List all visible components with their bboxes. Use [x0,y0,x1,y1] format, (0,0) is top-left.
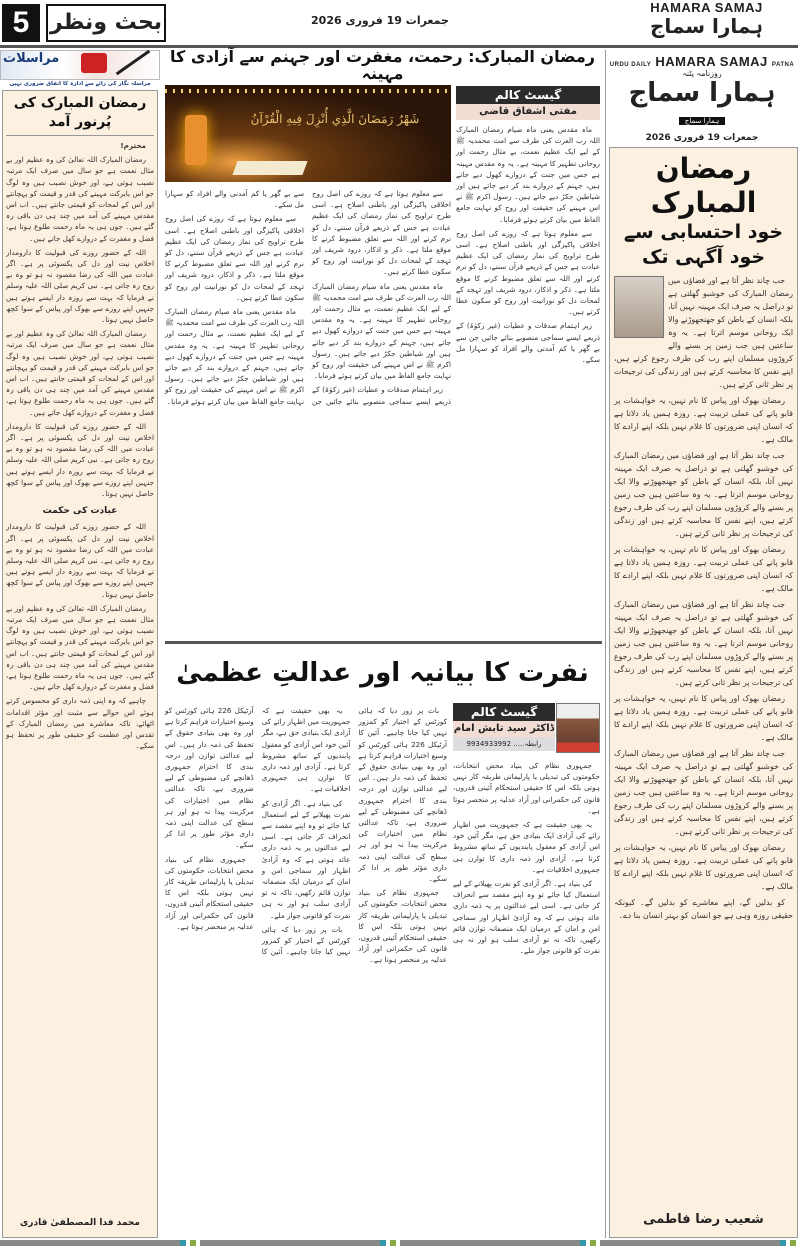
letters-subheading: عبادت کی حکمت [42,506,118,517]
guest-column-label: گیسٹ کالم [453,703,555,721]
paragraph: جب چاند نظر آتا ہے اور فضاؤں میں رمضان المبارک کی خوشبو گھلتی ہے تو دراصل یہ صرف ایک مہینہ نہیں آتا، بلکہ انسان کے باطن کو جھنجھوڑنے والا ایک روحانی موسم اترتا ہے۔ یہ وہ ساعتیں ہیں جب زمین پر بسنے والے کروڑوں مسلمان اپنے رب کی طرف رجوع کرتے ہیں، اپنے نفس کا محاسبہ کرتے ہیں اور زندگی کی ترجیحات پر نظر ثانی کرتے ہیں۔ [614,600,793,687]
lights-decoration [165,89,451,93]
paragraph: جب چاند نظر آتا ہے اور فضاؤں میں رمضان المبارک کی خوشبو گھلتی ہے تو دراصل یہ صرف ایک مہینہ نہیں آتا، بلکہ انسان کے باطن کو جھنجھوڑنے والا ایک روحانی موسم اترتا ہے۔ یہ وہ ساعتیں ہیں جب زمین پر بسنے والے کروڑوں مسلمان اپنے رب کی طرف رجوع کرتے ہیں، اپنے نفس کا محاسبہ کرتے ہیں اور زندگی کی ترجیحات پر نظر ثانی کرتے ہیں۔ [614,451,793,538]
right-article-body [614,274,793,925]
right-article [609,147,798,1238]
letters-banner-title: مراسلات [3,51,60,66]
article2-body [165,705,447,966]
paragraph: سے معلوم ہوتا ہے کہ روزے کی اصل روح اخلاقی پاکیزگی اور باطنی اصلاح ہے۔ اسی طرح تراویح کی نماز رمضان کی ایک عظیم عبادت ہے جس کے ذریعے قرآن سننے، دل کو نرم کرنے اور اللہ سے تعلق مضبوط کرنے کا موقع ملتا ہے۔ ذکر و اذکار، درود شریف اور تہجد کے لمحات دل کو نورانیت اور روح کو سکون عطا کرتے ہیں۔ [312,189,451,277]
author-contact: رابطہ..... 9934933992 [453,737,555,751]
masthead-sub: روزنامہ پٹنہ [682,69,722,78]
paragraph: یہ بھی حقیقت ہے کہ جمہوریت میں اظہار رائے کی آزادی ایک بنیادی حق ہے، مگر آئین خود اس آزادی کو معقول پابندیوں کے ساتھ مشروط کرتا ہے۔ آزادی اور ذمہ داری کا توازن ہی جمہوری اخلاقیات ہے۔ [453,820,600,874]
paragraph: زیر اہتمام صدقات و عطیات (غیر زکوٰۃ) کے ذریعے ایسے سماجی منصوبے بنائے جائیں جن سے بے گھر یا کم آمدنی والے افراد کو سہارا مل سکے۔ [165,189,451,406]
article1-body [165,188,451,408]
quran-book-icon [232,161,307,175]
paragraph: رمضان بھوک اور پیاس کا نام نہیں، یہ خواہشات پر قابو پانے کی عملی تربیت ہے۔ روزہ ہمیں یاد دلاتا ہے کہ انسان اپنی ضرورتوں کا غلام نہیں بلکہ اپنے ارادے کا مالک ہے۔ [614,545,793,593]
paragraph: رمضان بھوک اور پیاس کا نام نہیں، یہ خواہشات پر قابو پانے کی عملی تربیت ہے۔ روزہ ہمیں یاد دلاتا ہے کہ انسان اپنی ضرورتوں کا غلام نہیں بلکہ اپنے ارادے کا مالک ہے۔ [614,694,793,742]
article2-body-right [453,760,600,959]
section-title: بحث ونظر [46,4,166,42]
right-article-subtitle: خود احتسابی سے خود آگہی تک [623,221,784,268]
article1-author: مفتی اشفاق قاضی [456,104,600,120]
paragraph: کی بنیاد ہے۔ اگر آزادی کو نفرت پھیلانے کے لیے استعمال کیا جائے تو وہ اپنے مقصد سے انحراف کر جاتی ہے۔ اسی لیے عدالتوں پر یہ ذمہ داری عائد ہوتی ہے کہ وہ آزادیٔ اظہار اور سماجی امن و امان کے درمیان ایک منصفانہ توازن قائم رکھیں، تاکہ نہ تو آزادی سلب ہو اور نہ ہی نفرت کو قانونی جواز ملے۔ [453,879,600,956]
letters-body [6,140,154,502]
paragraph: ماہ مقدس یعنی ماہ صیام رمضان المبارک اللہ رب العزت کی طرف سے امت محمدیہ ﷺ کے لیے ایک عظیم نعمت، بے مثال رحمت اور روحانی تطہیر کا مہینہ ہے۔ یہ وہ مقدس مہینہ ہے جس میں جنت کے دروازے کھول دیے جاتے ہیں، جہنم کے دروازے بند کر دیے جاتے ہیں اور شیاطین جکڑ دیے جاتے ہیں۔ رسول اکرم ﷺ نے اس مہینے کی حقیقت اور روح کو نہایت جامع الفاظ میں بیان کرتے ہوئے فرمایا۔ [456,125,600,224]
ramadan-image [165,85,451,182]
paragraph: رمضان المبارک اللہ تعالیٰ کی وہ عظیم اور بے مثال نعمت ہے جو سال میں صرف ایک مرتبہ نصیب ہوتی ہے، اور خوش نصیب ہیں وہ لوگ جو اس بابرکت مہینے کی قدر و قیمت کو پہچانتے اور اس کے لمحات کو قیمتی جانتے ہیں۔ اب اس مقدس مہینے کی آمد میں چند ہی دن باقی رہ گئے ہیں۔ جوں ہی یہ ماہ رحمت طلوع ہوتا ہے، فضل و مغفرت کے دروازے کھل جاتے ہیں۔ [6,603,154,692]
paragraph: کی بنیاد ہے۔ اگر آزادی کو نفرت پھیلانے کے لیے استعمال کیا جائے تو وہ اپنے مقصد سے انحراف کر جاتی ہے۔ اسی لیے عدالتوں پر یہ ذمہ داری عائد ہوتی ہے کہ وہ آزادیٔ اظہار اور سماجی امن و امان کے درمیان ایک منصفانہ توازن قائم رکھیں، تاکہ نہ تو آزادی سلب ہو اور نہ ہی نفرت کو قانونی جواز ملے۔ [261,798,351,920]
letters-body-2 [6,521,154,754]
paragraph: جمہوری نظام کی بنیاد محض انتخابات، حکومتوں کی تبدیلی یا پارلیمانی طریقہ کار نہیں ہوتی بلکہ اس کا حقیقی استحکام آئینی قدروں، قانون کی حکمرانی اور آزاد عدلیہ پر منحصر ہوتا ہے۔ [165,854,254,931]
paragraph: جب چاند نظر آتا ہے اور فضاؤں میں رمضان المبارک کی خوشبو گھلتی ہے تو دراصل یہ صرف ایک مہینہ نہیں آتا، بلکہ انسان کے باطن کو جھنجھوڑنے والا ایک روحانی موسم اترتا ہے۔ یہ وہ ساعتیں ہیں جب زمین پر بسنے والے کروڑوں مسلمان اپنے رب کی طرف رجوع کرتے ہیں، اپنے نفس کا محاسبہ کرتے ہیں اور زندگی کی ترجیحات پر نظر ثانی کرتے ہیں۔ [614,749,793,836]
footer-decoration [0,1240,798,1246]
paragraph: سے معلوم ہوتا ہے کہ روزے کی اصل روح اخلاقی پاکیزگی اور باطنی اصلاح ہے۔ اسی طرح تراویح کی نماز رمضان کی ایک عظیم عبادت ہے جس کے ذریعے قرآن سننے، دل کو نرم کرنے اور اللہ سے تعلق مضبوط کرنے کا موقع ملتا ہے۔ ذکر و اذکار، درود شریف اور تہجد کے لمحات دل کو نورانیت اور روح کو سکون عطا کرتے ہیں۔ [456,228,600,317]
paragraph: یہ بھی حقیقت ہے کہ جمہوریت میں اظہار رائے کی آزادی ایک بنیادی حق ہے، مگر آئین خود اس آزادی کو معقول پابندیوں کے ساتھ مشروط کرتا ہے۔ آزادی اور ذمہ داری کا توازن ہی جمہوری اخلاقیات ہے۔ [261,706,351,794]
letters-byline: محمد فدا المصطفیٰ قادری [20,1218,140,1228]
article2-author: ڈاکٹر سید تابش امام [453,721,555,737]
author-photo [614,276,664,338]
author-photo [556,703,600,753]
logo-urdu: ہمارا سماج [650,14,763,38]
letters-banner [0,50,160,80]
paragraph: بات پر زور دیا کہ ہائی کورٹس کے اختیار کو کمزور نہیں کیا جانا چاہیے۔ آئین کا آرٹیکل 226 ہائی کورٹس کو وسیع اختیارات فراہم کرتا ہے اور وہ بھی بنیادی حقوق کے تحفظ کی ذمہ دار ہیں۔ اس لیے عدالتی توازن اور درجہ بندی کا احترام جمہوری ڈھانچے کی مضبوطی کے لیے ضروری ہے، تاکہ عدالتی نظام میں اختیارات کی مرکزیت پیدا نہ ہو اور ہر سطح کی عدالت اپنی ذمہ داری مؤثر طور پر ادا کر سکے۔ [358,706,447,884]
image-calligraphy: شَهْرُ رَمَضَانَ الَّذِي أُنْزِلَ فِيهِ الْقُرْآنُ [250,112,420,126]
header-date: جمعرات 19 فروری 2026 [311,14,449,27]
mailbox-icon [81,53,107,73]
logo-english: HAMARA SAMAJ [650,0,763,15]
paragraph: جمہوری نظام کی بنیاد محض انتخابات، حکومتوں کی تبدیلی یا پارلیمانی طریقہ کار نہیں ہوتی بلکہ اس کا حقیقی استحکام آئینی قدروں، قانون کی حکمرانی اور آزاد عدلیہ پر منحصر ہوتا ہے۔ [358,888,447,965]
letters-title: رمضان المبارک کی پُرنور آمد [6,94,154,136]
right-article-byline: شعیب رضا فاطمی [643,1212,764,1227]
paragraph: رمضان المبارک اللہ تعالیٰ کی وہ عظیم اور بے مثال نعمت ہے جو سال میں صرف ایک مرتبہ نصیب ہوتی ہے، اور خوش نصیب ہیں وہ لوگ جو اس بابرکت مہینے کی قدر و قیمت کو پہچانتے اور اس کے لمحات کو قیمتی جانتے ہیں۔ اب اس مقدس مہینے کی آمد میں چند ہی دن باقی رہ گئے ہیں۔ جوں ہی یہ ماہ رحمت طلوع ہوتا ہے، فضل و مغفرت کے دروازے کھل جاتے ہیں۔ [6,155,154,243]
guest-column-label: گیسٹ کالم [456,86,600,104]
article2-guest-box [453,703,600,755]
right-column [605,50,798,1238]
header-logo [615,0,798,37]
paragraph: جمہوری نظام کی بنیاد محض انتخابات، حکومتوں کی تبدیلی یا پارلیمانی طریقہ کار نہیں ہوتی بلکہ اس کا حقیقی استحکام آئینی قدروں، قانون کی حکمرانی اور آزاد عدلیہ پر منحصر ہوتا ہے۔ [453,761,600,815]
paragraph: اللہ کے حضور روزے کی قبولیت کا دارومدار اخلاص نیت اور دل کی یکسوئی پر ہے۔ اگر عبادت میں اللہ کی رضا مقصود نہ ہو تو وہ بے روح رہ جاتی ہے۔ نبی کریم صلی اللہ علیہ وسلم نے فرمایا کہ بہت سے روزہ دار ایسے ہوتے ہیں جنہیں اپنے روزے سے بھوک اور پیاس کے سوا کچھ حاصل نہیں ہوتا۔ [6,522,154,599]
paragraph: محترم! [120,141,146,150]
pen-icon [116,50,150,75]
page-number: 5 [2,4,40,42]
paragraph: ماہ مقدس یعنی ماہ صیام رمضان المبارک اللہ رب العزت کی طرف سے امت محمدیہ ﷺ کے لیے ایک عظیم نعمت، بے مثال رحمت اور روحانی تطہیر کا مہینہ ہے۔ یہ وہ مقدس مہینہ ہے جس میں جنت کے دروازے کھول دیے جاتے ہیں، جہنم کے دروازے بند کر دیے جاتے ہیں اور شیاطین جکڑ دیے جاتے ہیں۔ رسول اکرم ﷺ نے اس مہینے کی حقیقت اور روح کو نہایت جامع الفاظ میں بیان کرتے ہوئے فرمایا۔ [165,307,304,406]
right-article-title: رمضان المبارک [650,152,757,219]
masthead-date: جمعرات 19 فروری 2026 [645,133,759,143]
paragraph: رمضان المبارک اللہ تعالیٰ کی وہ عظیم اور بے مثال نعمت ہے جو سال میں صرف ایک مرتبہ نصیب ہوتی ہے، اور خوش نصیب ہیں وہ لوگ جو اس بابرکت مہینے کی قدر و قیمت کو پہچانتے اور اس کے لمحات کو قیمتی جانتے ہیں۔ اب اس مقدس مہینے کی آمد میں چند ہی دن باقی رہ گئے ہیں۔ جوں ہی یہ ماہ رحمت طلوع ہوتا ہے، فضل و مغفرت کے دروازے کھل جاتے ہیں۔ [6,329,154,417]
paragraph: زیر اہتمام صدقات و عطیات (غیر زکوٰۃ) کے ذریعے ایسے سماجی منصوبے بنائے جائیں جن سے بے گھر یا کم آمدنی والے افراد کو سہارا مل سکے۔ [456,321,600,365]
letters-banner-note: مراسلہ نگار کی رائے سے ادارہ کا اتفاق ضروری نہیں [9,81,151,87]
masthead-logo [606,54,798,147]
paragraph: رمضان بھوک اور پیاس کا نام نہیں، یہ خواہشات پر قابو پانے کی عملی تربیت ہے۔ روزہ ہمیں یاد دلاتا ہے کہ انسان اپنی ضرورتوں کا غلام نہیں بلکہ اپنے ارادے کا مالک ہے۔ [614,396,793,444]
article1-guest-box [456,86,600,120]
article2-headline: نفرت کا بیانیہ اور عدالتِ عظمیٰ [176,658,589,688]
article1-headline: رمضان المبارک: رحمت، مغفرت اور جہنم سے آزادی کا مہینہ [170,47,595,83]
paragraph: رمضان بھوک اور پیاس کا نام نہیں، یہ خواہشات پر قابو پانے کی عملی تربیت ہے۔ روزہ ہمیں یاد دلاتا ہے کہ انسان اپنی ضرورتوں کا غلام نہیں بلکہ اپنے ارادے کا مالک ہے۔ [614,843,793,891]
paragraph: چاہیے کہ وہ اپنی ذمہ داری کو محسوس کرتے ہوئے اس حوالے سے مثبت اور مؤثر اقدامات اٹھائے، تاکہ معاشرے میں رمضان المبارک کے تقدس اور عظمت کو حقیقی طور پر تحفظ ہو سکے۔ [6,696,154,751]
paragraph: ماہ مقدس یعنی ماہ صیام رمضان المبارک اللہ رب العزت کی طرف سے امت محمدیہ ﷺ کے لیے ایک عظیم نعمت، بے مثال رحمت اور روحانی تطہیر کا مہینہ ہے۔ یہ وہ مقدس مہینہ ہے جس میں جنت کے دروازے کھول دیے جاتے ہیں، جہنم کے دروازے بند کر دیے جاتے ہیں اور شیاطین جکڑ دیے جاتے ہیں۔ رسول اکرم ﷺ نے اس مہینے کی حقیقت اور روح کو نہایت جامع الفاظ میں بیان کرتے ہوئے فرمایا۔ [312,281,451,381]
paragraph: اللہ کے حضور روزے کی قبولیت کا دارومدار اخلاص نیت اور دل کی یکسوئی پر ہے۔ اگر عبادت میں اللہ کی رضا مقصود نہ ہو تو وہ بے روح رہ جاتی ہے۔ نبی کریم صلی اللہ علیہ وسلم نے فرمایا کہ بہت سے روزہ دار ایسے ہوتے ہیں جنہیں اپنے روزے سے بھوک اور پیاس کے سوا کچھ حاصل نہیں ہوتا۔ [6,247,154,325]
masthead-tag: ہمارا سماج [679,117,725,125]
paragraph: بات پر زور دیا کہ ہائی کورٹس کے اختیار کو کمزور نہیں کیا جانا چاہیے۔ آئین کا آرٹیکل 226 ہائی کورٹس کو وسیع اختیارات فراہم کرتا ہے اور وہ بھی بنیادی حقوق کے تحفظ کی ذمہ دار ہیں۔ اس لیے عدالتی توازن اور درجہ بندی کا احترام جمہوری ڈھانچے کی مضبوطی کے لیے ضروری ہے، تاکہ عدالتی نظام میں اختیارات کی مرکزیت پیدا نہ ہو اور ہر سطح کی عدالت اپنی ذمہ داری مؤثر طور پر ادا کر سکے۔ [165,706,351,957]
article1-body-right [456,124,600,368]
section-divider [165,641,602,644]
lantern-icon [185,115,207,165]
paragraph: سے معلوم ہوتا ہے کہ روزے کی اصل روح اخلاقی پاکیزگی اور باطنی اصلاح ہے۔ اسی طرح تراویح کی نماز رمضان کی ایک عظیم عبادت ہے جس کے ذریعے قرآن سننے، دل کو نرم کرنے اور اللہ سے تعلق مضبوط کرنے کا موقع ملتا ہے۔ ذکر و اذکار، درود شریف اور تہجد کے لمحات دل کو نورانیت اور روح کو سکون عطا کرتے ہیں۔ [165,214,304,302]
paragraph: اللہ کے حضور روزے کی قبولیت کا دارومدار اخلاص نیت اور دل کی یکسوئی پر ہے۔ اگر عبادت میں اللہ کی رضا مقصود نہ ہو تو وہ بے روح رہ جاتی ہے۔ نبی کریم صلی اللہ علیہ وسلم نے فرمایا کہ بہت سے روزہ دار ایسے ہوتے ہیں جنہیں اپنے روزے سے بھوک اور پیاس کے سوا کچھ حاصل نہیں ہوتا۔ [6,421,154,499]
paragraph: جب چاند نظر آتا ہے اور فضاؤں میں رمضان المبارک کی خوشبو گھلتی ہے تو دراصل یہ صرف ایک مہینہ نہیں آتا، بلکہ انسان کے باطن کو جھنجھوڑنے والا ایک روحانی موسم اترتا ہے۔ یہ وہ ساعتیں ہیں جب زمین پر بسنے والے کروڑوں مسلمان اپنے رب کی طرف رجوع کرتے ہیں، اپنے نفس کا محاسبہ کرتے ہیں اور زندگی کی ترجیحات پر نظر ثانی کرتے ہیں۔ [614,276,793,389]
masthead-urdu: ہمارا سماج [628,78,776,108]
letters-article [2,90,158,1238]
masthead-english: URDU DAILY HAMARA SAMAJ PATNA [609,54,795,69]
right-article-ending: کو بدلیں گے، اپنے معاشرے کو بدلیں گے۔ کیونکہ حقیقی روزہ وہی ہے جو انسان کو بہتر انسان بنا دے۔ [614,898,793,920]
